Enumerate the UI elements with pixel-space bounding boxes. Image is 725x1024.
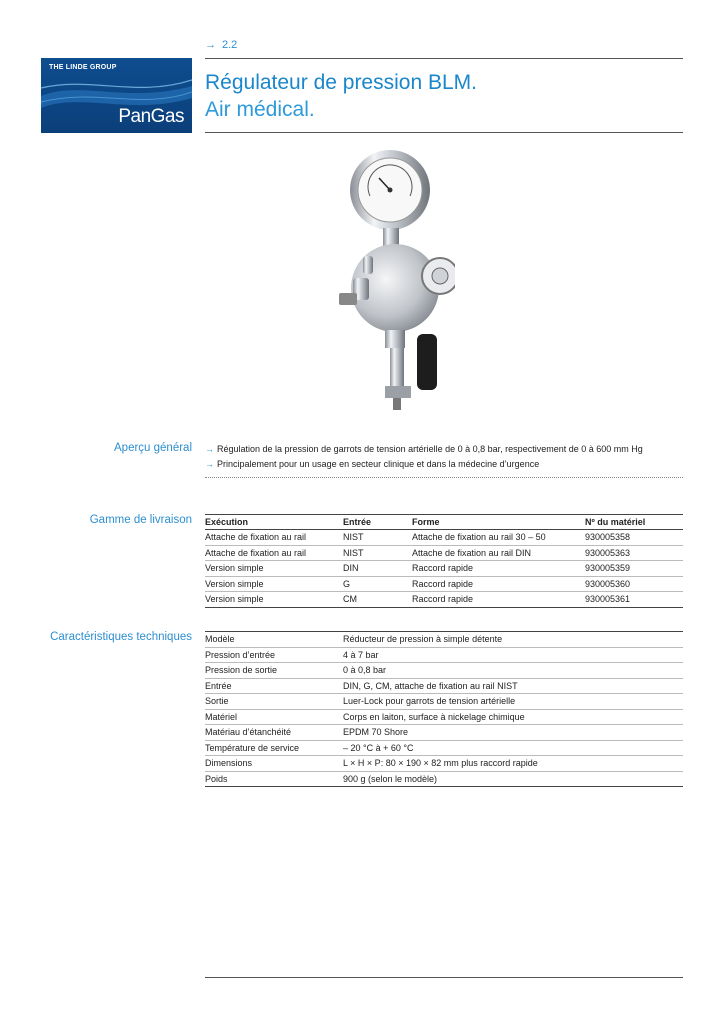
- table-cell: 930005358: [585, 532, 631, 542]
- overview-bullet: → Régulation de la pression de garrots de tension artérielle de 0 à 0,8 bar, respectivement de 0 à 600 mm Hg: [205, 444, 643, 454]
- spec-name: Entrée: [205, 680, 232, 691]
- table-cell: Version simple: [205, 594, 264, 604]
- title-divider: [205, 132, 683, 133]
- table-cell: CM: [343, 594, 357, 604]
- table-cell: DIN: [343, 563, 359, 573]
- table-cell: NIST: [343, 547, 364, 558]
- table-cell: Version simple: [205, 563, 264, 573]
- delivery-range-label: Gamme de livraison: [89, 514, 192, 526]
- spec-value: EPDM 70 Shore: [343, 727, 409, 737]
- spec-value: Luer-Lock pour garrots de tension artérielle: [343, 696, 516, 706]
- spec-row: [205, 694, 683, 710]
- column-header: Exécution: [205, 517, 249, 527]
- spec-name: Température de service: [205, 742, 300, 753]
- table-cell: NIST: [343, 532, 364, 542]
- table-cell: Raccord rapide: [412, 594, 474, 604]
- table-cell: Version simple: [205, 578, 264, 589]
- arrow-right-icon: →: [205, 39, 216, 51]
- column-header: Entrée: [343, 517, 372, 527]
- table-row: [205, 530, 683, 546]
- spec-value: – 20 °C à + 60 °C: [343, 742, 414, 753]
- spec-value: DIN, G, CM, attache de fixation au rail NIST: [343, 680, 518, 691]
- column-header: Forme: [412, 517, 440, 527]
- spec-row: [205, 663, 683, 679]
- table-cell: Attache de fixation au rail: [205, 547, 307, 558]
- spec-value: 0 à 0,8 bar: [343, 665, 387, 675]
- spec-value: 4 à 7 bar: [343, 649, 379, 660]
- spec-name: Sortie: [205, 696, 229, 706]
- table-row: [205, 576, 683, 592]
- spec-row: [205, 678, 683, 694]
- spec-name: Matériel: [205, 711, 238, 722]
- spec-row: [205, 740, 683, 756]
- table-cell: 930005361: [585, 594, 631, 604]
- spec-row: [205, 647, 683, 663]
- spec-name: Modèle: [205, 634, 235, 644]
- overview-label: Aperçu général: [114, 442, 192, 454]
- table-row: [205, 561, 683, 577]
- page-title: Régulateur de pression BLM.: [205, 71, 477, 94]
- logo-pangas-text: PanGas: [118, 106, 184, 127]
- table-row: [205, 592, 683, 608]
- table-cell: Attache de fixation au rail: [205, 532, 307, 542]
- product-image-pressure-regulator: [335, 148, 455, 410]
- table-row: [205, 545, 683, 561]
- spec-value: Réducteur de pression à simple détente: [343, 634, 503, 644]
- table-cell: G: [343, 578, 351, 589]
- spec-row: [205, 725, 683, 741]
- table-cell: Raccord rapide: [412, 578, 474, 589]
- bottom-divider: [205, 977, 683, 978]
- spec-value: Corps en laiton, surface à nickelage chimique: [343, 711, 525, 722]
- overview-bullet: → Principalement pour un usage en secteur clinique et dans la médecine d’urgence: [205, 459, 540, 469]
- spec-row: [205, 756, 683, 772]
- spec-row: [205, 771, 683, 787]
- logo-linde-group: THE LINDE GROUP: [49, 64, 117, 71]
- spec-name: Matériau d’étanchéité: [205, 727, 292, 737]
- overview-divider: [205, 477, 683, 478]
- table-header-row: [205, 515, 683, 530]
- spec-row: [205, 709, 683, 725]
- spec-row: [205, 632, 683, 648]
- pangas-logo: [41, 58, 192, 133]
- table-cell: Attache de fixation au rail DIN: [412, 547, 532, 558]
- page-subtitle: Air médical.: [205, 98, 315, 121]
- spec-name: Poids: [205, 773, 228, 784]
- top-divider: [205, 58, 683, 59]
- table-cell: Attache de fixation au rail 30 – 50: [412, 532, 546, 542]
- column-header: Nº du matériel: [585, 517, 646, 527]
- spec-value: L × H × P: 80 × 190 × 82 mm plus raccord rapide: [343, 758, 538, 768]
- spec-value: 900 g (selon le modèle): [343, 773, 438, 784]
- table-cell: 930005359: [585, 563, 631, 573]
- spec-name: Pression d’entrée: [205, 649, 276, 660]
- technical-specs-table: [205, 631, 683, 787]
- table-cell: 930005360: [585, 578, 631, 589]
- technical-label: Caractéristiques techniques: [50, 631, 192, 643]
- spec-name: Dimensions: [205, 758, 253, 768]
- arrow-right-icon: →: [205, 444, 214, 454]
- arrow-right-icon: →: [205, 459, 214, 469]
- table-cell: Raccord rapide: [412, 563, 474, 573]
- spec-name: Pression de sortie: [205, 665, 278, 675]
- delivery-range-table: [205, 514, 683, 608]
- section-number: → 2.2: [205, 39, 238, 51]
- table-cell: 930005363: [585, 547, 631, 558]
